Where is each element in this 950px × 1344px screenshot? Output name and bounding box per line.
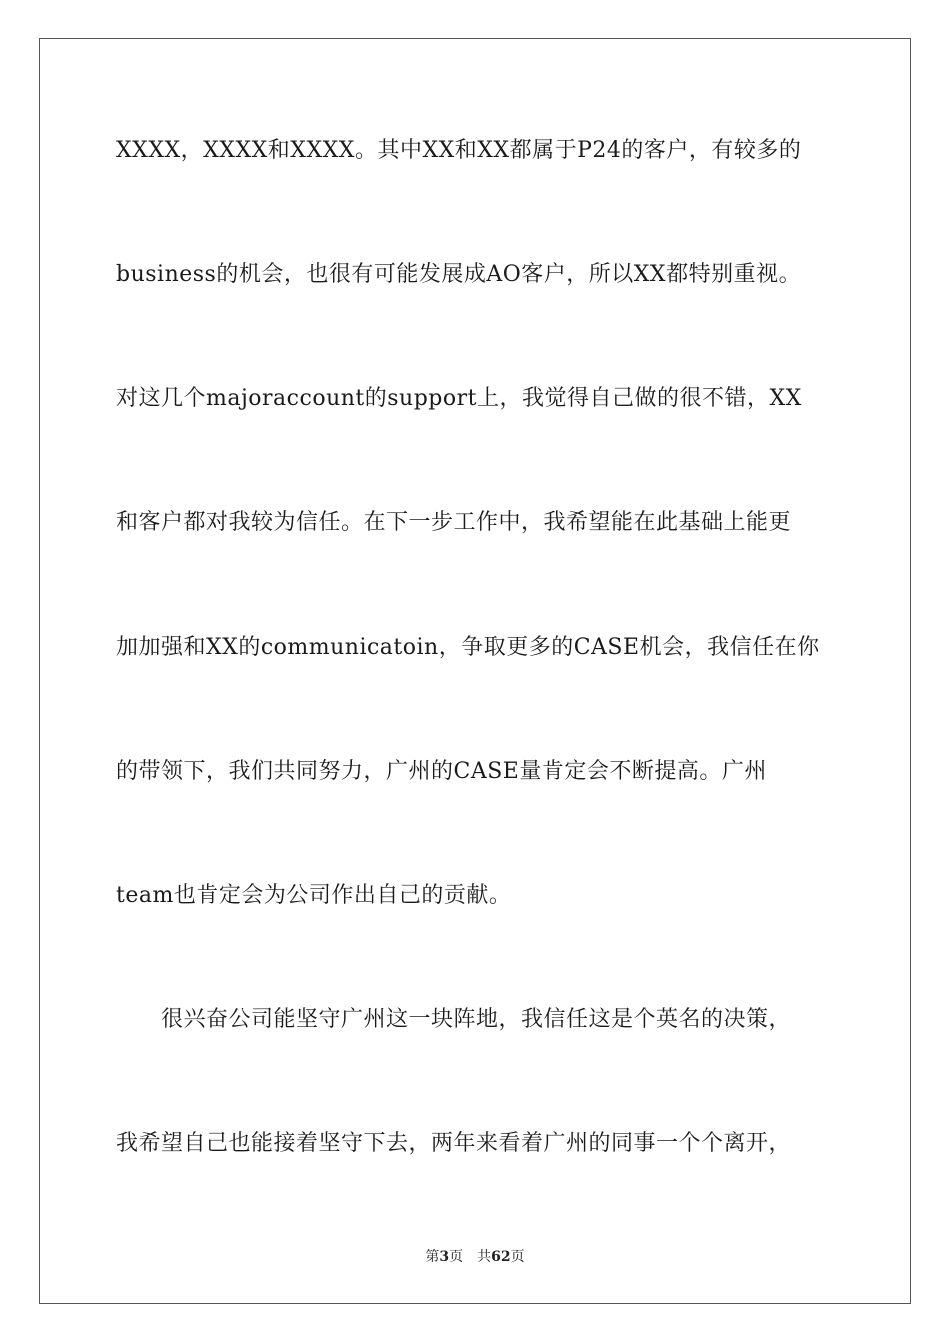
page-prefix: 第 (425, 1249, 440, 1265)
body-line-4: 和客户都对我较为信任。在下一步工作中，我希望能在此基础上能更 (116, 510, 792, 535)
body-line-8: 很兴奋公司能坚守广州这一块阵地，我信任这是个英名的决策， (116, 1007, 792, 1032)
total-prefix: 共 (477, 1249, 492, 1265)
page-footer (0, 1247, 950, 1267)
body-line-6: 的带领下，我们共同努力，广州的CASE量肯定会不断提高。广州 (116, 759, 767, 784)
body-line-9: 我希望自己也能接着坚守下去，两年来看着广州的同事一个个离开， (116, 1131, 792, 1156)
body-line-7: team也肯定会为公司作出自己的贡献。 (116, 883, 512, 908)
page-number: 3 (439, 1249, 450, 1265)
page-suffix: 页 (449, 1249, 464, 1265)
body-line-2: business的机会，也很有可能发展成AO客户，所以XX都特别重视。 (116, 262, 802, 287)
page-border (39, 38, 911, 1304)
body-line-3: 对这几个majoraccount的support上，我觉得自己做的很不错，XX (116, 386, 802, 411)
body-line-5: 加加强和XX的communicatoin，争取更多的CASE机会，我信任在你 (116, 635, 820, 660)
total-suffix: 页 (510, 1249, 525, 1265)
body-line-1: XXXX，XXXX和XXXX。其中XX和XX都属于P24的客户，有较多的 (116, 138, 802, 163)
total-pages: 62 (491, 1249, 511, 1265)
